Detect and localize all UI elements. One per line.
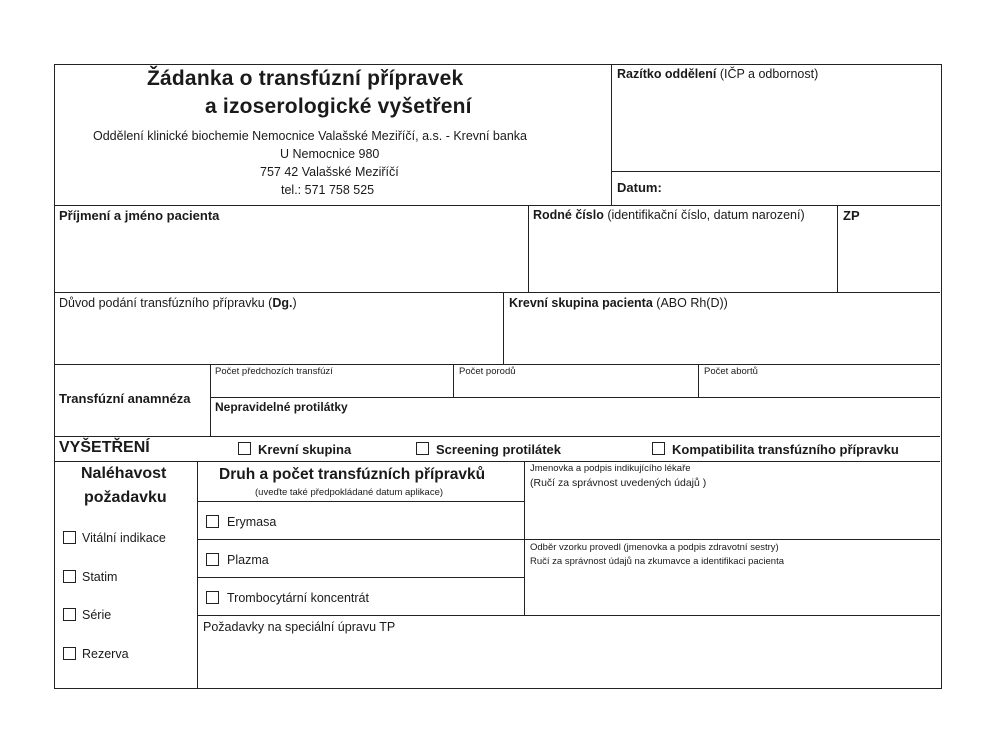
date-field[interactable] xyxy=(667,173,939,203)
address-city: 757 42 Valašské Meziříčí xyxy=(260,165,399,179)
department-line: Oddělení klinické biochemie Nemocnice Valašské Meziříčí, a.s. - Krevní banka xyxy=(93,129,527,143)
product-platelet-concentrate: Trombocytární koncentrát xyxy=(227,591,369,605)
divider xyxy=(837,205,838,292)
transfusion-reason-end: ) xyxy=(292,296,297,310)
divider xyxy=(611,171,940,172)
divider xyxy=(210,364,211,436)
form-title-line2: a izoserologické vyšetření xyxy=(205,95,472,118)
anamnesis-label: Transfúzní anamnéza xyxy=(59,391,191,406)
divider xyxy=(503,292,504,364)
prev-transfusions-label: Počet předchozích transfúzí xyxy=(215,366,333,377)
divider xyxy=(453,364,454,397)
stamp-area[interactable] xyxy=(613,85,939,169)
urgency-vital-indication: Vitální indikace xyxy=(82,531,166,545)
nurse-signature-label: Odběr vzorku provedl (jmenovka a podpis zdravotní sestry) xyxy=(530,542,779,553)
patient-name-label: Příjmení a jméno pacienta xyxy=(59,208,220,223)
form-title-line1: Žádanka o transfúzní přípravek xyxy=(147,67,464,90)
address-street: U Nemocnice 980 xyxy=(280,147,380,161)
checkbox-series[interactable] xyxy=(63,608,76,621)
births-field[interactable] xyxy=(455,377,697,396)
checkbox-erymasa[interactable] xyxy=(206,515,219,528)
option-antibody-screening: Screening protilátek xyxy=(436,442,561,457)
divider xyxy=(524,461,525,615)
transfusion-request-form xyxy=(54,64,942,689)
birth-number-label xyxy=(533,208,805,222)
checkbox-platelet-concentrate[interactable] xyxy=(206,591,219,604)
date-label: Datum: xyxy=(617,180,662,195)
product-erymasa: Erymasa xyxy=(227,515,277,529)
phone-number: tel.: 571 758 525 xyxy=(281,183,375,197)
nurse-signature-note: Ručí za správnost údajů na zkumavce a identifikaci pacienta xyxy=(530,556,784,567)
stamp-label xyxy=(617,67,818,81)
option-compatibility: Kompatibilita transfúzního přípravku xyxy=(672,442,899,457)
doctor-signature-note: (Ručí za správnost uvedených údajů ) xyxy=(530,477,707,489)
nurse-signature-field[interactable] xyxy=(526,571,939,613)
divider xyxy=(197,577,524,578)
patient-name-field[interactable] xyxy=(57,225,526,291)
checkbox-vital-indication[interactable] xyxy=(63,531,76,544)
urgency-statim: Statim xyxy=(82,570,118,584)
irregular-antibodies-label: Nepravidelné protilátky xyxy=(215,400,348,414)
divider xyxy=(197,461,198,689)
divider xyxy=(55,364,940,365)
divider xyxy=(197,501,524,502)
birth-number-label-note: (identifikační číslo, datum narození) xyxy=(607,208,805,222)
checkbox-compatibility[interactable] xyxy=(652,442,665,455)
examination-label: VYŠETŘENÍ xyxy=(59,439,150,456)
stamp-label-bold: Razítko oddělení xyxy=(617,67,717,81)
urgency-title-line2: požadavku xyxy=(84,489,167,506)
blood-group-label-note: (ABO Rh(D)) xyxy=(656,296,728,310)
blood-group-label-bold: Krevní skupina pacienta xyxy=(509,296,653,310)
birth-number-field[interactable] xyxy=(530,225,835,291)
option-blood-group: Krevní skupina xyxy=(258,442,352,457)
product-plasma: Plazma xyxy=(227,553,269,567)
divider xyxy=(611,65,612,205)
products-title: Druh a počet transfúzních přípravků xyxy=(219,466,486,483)
divider xyxy=(55,461,940,462)
stamp-label-note: (IČP a odbornost) xyxy=(719,67,819,81)
blood-group-label xyxy=(509,296,728,310)
abortions-label: Počet abortů xyxy=(704,366,758,377)
divider xyxy=(524,539,940,540)
births-label: Počet porodů xyxy=(459,366,516,377)
divider xyxy=(698,364,699,397)
urgency-reserve: Rezerva xyxy=(82,647,129,661)
urgency-series: Série xyxy=(82,608,112,622)
urgency-title-line1: Naléhavost xyxy=(81,465,167,482)
checkbox-plasma[interactable] xyxy=(206,553,219,566)
transfusion-reason-field[interactable] xyxy=(57,313,501,363)
insurance-field[interactable] xyxy=(839,225,939,291)
divider xyxy=(55,205,940,206)
divider xyxy=(197,539,524,540)
special-request-field[interactable] xyxy=(199,637,939,687)
doctor-signature-field[interactable] xyxy=(526,493,939,537)
checkbox-statim[interactable] xyxy=(63,570,76,583)
divider xyxy=(197,615,940,616)
prev-transfusions-field[interactable] xyxy=(212,377,452,396)
transfusion-reason-text: Důvod podání transfúzního přípravku ( xyxy=(59,296,273,310)
blood-group-field[interactable] xyxy=(505,313,939,363)
divider xyxy=(528,205,529,292)
checkbox-reserve[interactable] xyxy=(63,647,76,660)
diagnosis-abbrev: Dg. xyxy=(272,296,293,310)
transfusion-reason-label xyxy=(59,296,297,310)
products-subtitle: (uveďte také předpokládané datum aplikace) xyxy=(255,487,444,498)
checkbox-antibody-screening[interactable] xyxy=(416,442,429,455)
checkbox-blood-group[interactable] xyxy=(238,442,251,455)
special-request-label: Požadavky na speciální úpravu TP xyxy=(203,620,396,634)
divider xyxy=(210,397,940,398)
divider xyxy=(55,436,940,437)
insurance-label: ZP xyxy=(843,208,860,223)
divider xyxy=(55,292,940,293)
abortions-field[interactable] xyxy=(700,377,939,396)
birth-number-label-bold: Rodné číslo xyxy=(533,208,604,222)
irregular-antibodies-field[interactable] xyxy=(212,417,939,435)
doctor-signature-label: Jmenovka a podpis indikujícího lékaře xyxy=(530,463,691,474)
